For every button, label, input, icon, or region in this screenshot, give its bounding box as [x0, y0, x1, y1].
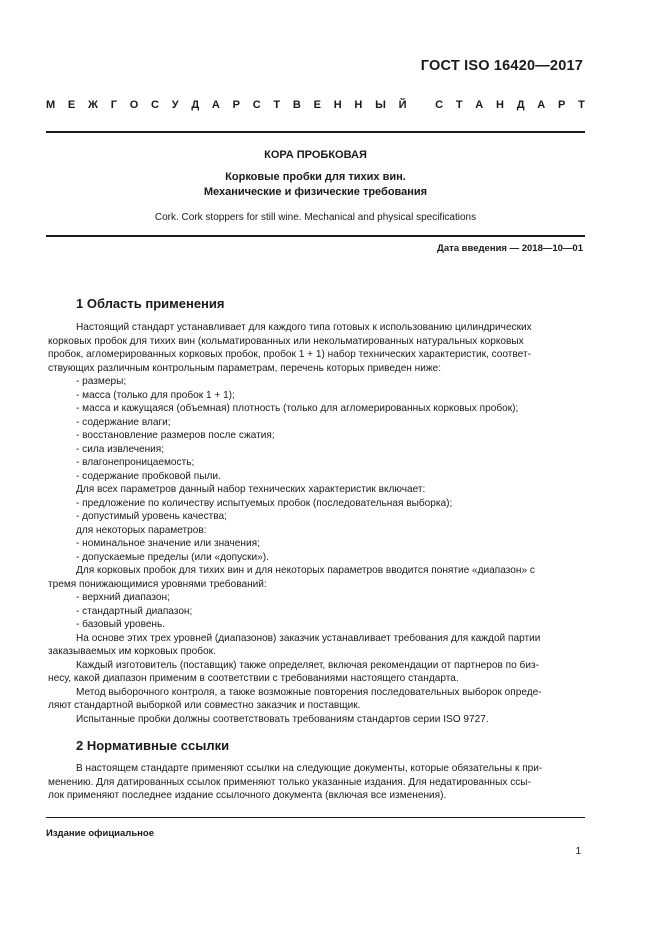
header-rule	[46, 131, 585, 133]
section-1-body	[48, 321, 584, 726]
document-title-english: Cork. Cork stoppers for still wine. Mechanical and physical specifications	[154, 212, 477, 223]
text-line: корковых пробок для тихих вин (кольматированных или некольматированных натуральных корковых	[48, 335, 524, 347]
text-line: Каждый изготовитель (поставщик) также определяет, включая рекомендации от партнеров по биз-	[76, 659, 539, 671]
banner-letter: С	[252, 99, 261, 111]
banner-letter: Г	[110, 99, 117, 111]
text-line: Испытанные пробки должны соответствовать требованиям стандартов серии ISO 9727.	[76, 713, 489, 725]
banner-letter: А	[211, 99, 220, 111]
text-line: - номинальное значение или значения;	[76, 538, 260, 549]
banner-letter: А	[475, 99, 484, 111]
banner-letter: Р	[558, 99, 566, 111]
text-line: - допустимый уровень качества;	[76, 511, 227, 522]
section-2-body	[48, 762, 584, 803]
text-line: - размеры;	[76, 376, 127, 387]
banner-letter: С	[151, 99, 159, 111]
text-line: Для всех параметров данный набор технических характеристик включает:	[76, 484, 426, 495]
banner-letter: Й	[398, 99, 407, 111]
text-line: Настоящий стандарт устанавливает для каждого типа готовых к использованию цилиндрических	[76, 322, 532, 333]
text-line: - содержание влаги;	[76, 416, 171, 428]
banner-letter: А	[537, 99, 546, 111]
text-line: для некоторых параметров:	[76, 524, 207, 536]
banner-letter: Д	[516, 99, 525, 111]
banner-letter: Р	[232, 99, 240, 111]
section-1-heading: 1 Область применения	[76, 296, 225, 311]
section-2-heading: 2 Нормативные ссылки	[76, 738, 230, 753]
banner-letter: У	[171, 99, 179, 111]
banner-letter: Е	[67, 99, 76, 111]
banner-letter: Д	[191, 99, 200, 111]
banner-letter: С	[435, 99, 444, 111]
banner-letter: Ж	[88, 99, 98, 111]
banner-letter: М	[46, 99, 56, 111]
text-line: Для корковых пробок для тихих вин и для некоторых параметров вводится понятие «диапазон» с	[76, 565, 535, 576]
text-line: ляют стандартной выборкой или совместно заказчик и поставщик.	[48, 700, 361, 711]
banner-letter: Н	[333, 99, 342, 111]
interstate-standard-banner	[46, 99, 585, 111]
text-line: лок применяют последнее издание ссылочного документа (включая все изменения).	[48, 790, 447, 801]
document-subtitle-1: Корковые пробки для тихих вин.	[225, 171, 406, 183]
text-line: - сила извлечения;	[76, 443, 165, 455]
banner-letter: Ы	[375, 99, 386, 111]
text-line: тремя понижающимися уровнями требований:	[48, 578, 267, 590]
text-line: В настоящем стандарте применяют ссылки на следующие документы, которые обязательны к при-	[76, 763, 543, 774]
text-line: Метод выборочного контроля, а также возможные повторения последовательных выборок опреде-	[76, 686, 542, 698]
text-line: - верхний диапазон;	[76, 592, 170, 603]
banner-letter: Т	[578, 99, 585, 111]
text-line: несу, какой диапазон применим в соответствии с требованиями настоящего стандарта.	[48, 673, 459, 684]
text-line: - восстановление размеров после сжатия;	[76, 430, 275, 441]
text-line: пробок, агломерированных корковых пробок, пробок 1 + 1) набор технических характеристик, соответ-	[48, 349, 531, 360]
text-line: - содержание пробковой пыли.	[76, 470, 221, 482]
text-line: - масса (только для пробок 1 + 1);	[76, 389, 235, 401]
banner-letter	[419, 99, 422, 111]
banner-letter: О	[129, 99, 139, 111]
text-line: - влагонепроницаемость;	[76, 457, 195, 468]
banner-letter: Т	[273, 99, 281, 111]
official-edition-label: Издание официальное	[46, 828, 154, 839]
banner-letter: Н	[496, 99, 504, 111]
text-line: На основе этих трех уровней (диапазонов) заказчик устанавливает требования для каждой партии	[76, 632, 541, 644]
introduction-date: Дата введения — 2018—10—01	[437, 243, 583, 254]
text-line: - предложение по количеству испытуемых пробок (последовательная выборка);	[76, 497, 453, 509]
page-number: 1	[575, 846, 581, 857]
text-line: - стандартный диапазон;	[76, 605, 193, 617]
text-line: заказываемых им корковых пробок.	[48, 646, 216, 657]
document-subtitle-2: Механические и физические требования	[203, 186, 428, 198]
title-rule	[46, 235, 585, 237]
text-line: - допускаемые пределы (или «допуски»).	[76, 551, 269, 563]
document-title: КОРА ПРОБКОВАЯ	[264, 149, 367, 161]
text-line: ствующих различным контрольным параметрам, перечень которых приведен ниже:	[48, 362, 442, 374]
banner-letter: Е	[313, 99, 321, 111]
text-line: - масса и кажущаяся (объемная) плотность (только для агломерированных корковых пробок);	[76, 403, 519, 414]
footer-rule	[46, 817, 585, 818]
banner-letter: Т	[455, 99, 463, 111]
banner-letter: Н	[354, 99, 363, 111]
text-line: - базовый уровень.	[76, 619, 166, 630]
standard-id: ГОСТ ISO 16420—2017	[420, 58, 583, 74]
text-line: менению. Для датированных ссылок применяют только указанные издания. Для недатированных ссы-	[48, 776, 531, 788]
banner-letter: В	[292, 99, 301, 111]
